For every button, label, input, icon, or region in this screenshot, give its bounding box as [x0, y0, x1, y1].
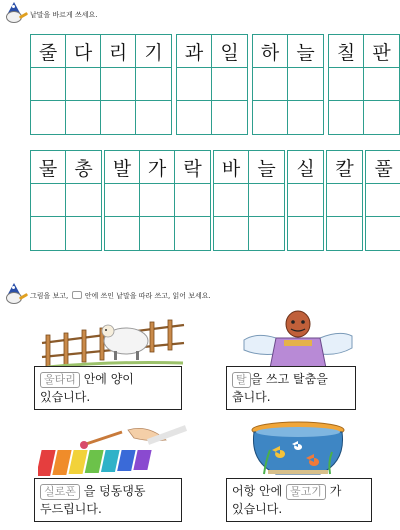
- model-syllable-cell: 발: [105, 151, 140, 184]
- practice-cell[interactable]: [136, 68, 171, 101]
- writing-grid-word: [104, 150, 211, 251]
- model-syllable-cell: 물: [31, 151, 66, 184]
- model-syllable-cell: 총: [66, 151, 101, 184]
- model-syllable-cell: 리: [101, 35, 136, 68]
- caption-text: 가: [325, 484, 342, 498]
- practice-cell[interactable]: [327, 217, 362, 250]
- practice-cell[interactable]: [329, 101, 364, 134]
- caption-text: 어항 안에: [232, 484, 286, 498]
- model-syllable-cell: 다: [66, 35, 101, 68]
- caption-card-1: [34, 366, 182, 410]
- caption-text: 을 쓰고 탈춤을: [250, 372, 328, 386]
- practice-cell[interactable]: [327, 184, 362, 217]
- practice-cell[interactable]: [140, 184, 175, 217]
- practice-cell[interactable]: [31, 184, 66, 217]
- practice-cell[interactable]: [214, 217, 249, 250]
- model-syllable-cell: 실: [288, 151, 323, 184]
- trace-word-box[interactable]: 물고기: [286, 484, 326, 500]
- wizard-mascot-icon: [4, 2, 28, 26]
- practice-cell[interactable]: [288, 68, 323, 101]
- fence-sheep-illustration: [38, 313, 188, 371]
- section2-instruction: [30, 291, 211, 301]
- trace-word-box[interactable]: 탈: [232, 372, 251, 388]
- model-syllable-cell: 과: [177, 35, 212, 68]
- practice-cell[interactable]: [66, 217, 101, 250]
- model-syllable-cell: 락: [175, 151, 210, 184]
- wizard-mascot-icon: [4, 283, 28, 307]
- practice-cell[interactable]: [177, 101, 212, 134]
- writing-grid-word: [176, 34, 248, 135]
- model-syllable-cell: 늘: [249, 151, 284, 184]
- caption-text: 있습니다.: [40, 390, 91, 404]
- writing-grid-word: [326, 150, 363, 251]
- trace-word-box[interactable]: 실로폰: [40, 484, 80, 500]
- caption-text: 있습니다.: [232, 502, 283, 516]
- practice-cell[interactable]: [288, 184, 323, 217]
- practice-cell[interactable]: [105, 184, 140, 217]
- practice-cell[interactable]: [288, 217, 323, 250]
- practice-cell[interactable]: [288, 101, 323, 134]
- model-syllable-cell: 판: [364, 35, 399, 68]
- practice-cell[interactable]: [175, 184, 210, 217]
- practice-cell[interactable]: [364, 101, 399, 134]
- caption-card-4: [226, 478, 372, 522]
- practice-cell[interactable]: [66, 68, 101, 101]
- section1-instruction: 낱말을 바르게 쓰세요.: [30, 11, 98, 19]
- practice-cell[interactable]: [140, 217, 175, 250]
- practice-cell[interactable]: [253, 68, 288, 101]
- xylophone-illustration: [38, 420, 188, 482]
- caption-card-3: [34, 478, 182, 522]
- writing-grid-word: [213, 150, 285, 251]
- model-syllable-cell: 기: [136, 35, 171, 68]
- model-syllable-cell: 풀: [366, 151, 400, 184]
- caption-card-2: [226, 366, 356, 410]
- practice-cell[interactable]: [212, 101, 247, 134]
- writing-grid-word: [30, 150, 102, 251]
- writing-grid-word: [287, 150, 324, 251]
- model-syllable-cell: 바: [214, 151, 249, 184]
- practice-cell[interactable]: [177, 68, 212, 101]
- model-syllable-cell: 하: [253, 35, 288, 68]
- caption-text: 안에 양이: [79, 372, 134, 386]
- model-syllable-cell: 칠: [329, 35, 364, 68]
- practice-cell[interactable]: [31, 101, 66, 134]
- model-syllable-cell: 가: [140, 151, 175, 184]
- practice-cell[interactable]: [214, 184, 249, 217]
- practice-cell[interactable]: [329, 68, 364, 101]
- caption-text: 춥니다.: [232, 390, 271, 404]
- practice-cell[interactable]: [66, 184, 101, 217]
- mask-dancer-illustration: [236, 310, 360, 370]
- practice-cell[interactable]: [249, 217, 284, 250]
- caption-text: 을 덩동댕동: [79, 484, 146, 498]
- practice-cell[interactable]: [175, 217, 210, 250]
- practice-cell[interactable]: [136, 101, 171, 134]
- model-syllable-cell: 늘: [288, 35, 323, 68]
- practice-cell[interactable]: [253, 101, 288, 134]
- practice-cell[interactable]: [31, 68, 66, 101]
- writing-grid-word: [365, 150, 400, 251]
- practice-cell[interactable]: [101, 68, 136, 101]
- practice-cell[interactable]: [31, 217, 66, 250]
- practice-cell[interactable]: [105, 217, 140, 250]
- practice-cell[interactable]: [366, 217, 400, 250]
- writing-grid-word: [328, 34, 400, 135]
- practice-cell[interactable]: [366, 184, 400, 217]
- model-syllable-cell: 칼: [327, 151, 362, 184]
- caption-text: 두드립니다.: [40, 502, 102, 516]
- practice-cell[interactable]: [364, 68, 399, 101]
- instruction-text-before: 그림을 보고,: [30, 292, 69, 300]
- practice-cell[interactable]: [101, 101, 136, 134]
- practice-cell[interactable]: [212, 68, 247, 101]
- practice-cell[interactable]: [249, 184, 284, 217]
- trace-word-box[interactable]: 울타리: [40, 372, 80, 388]
- example-box-icon: [72, 291, 82, 299]
- model-syllable-cell: 줄: [31, 35, 66, 68]
- model-syllable-cell: 일: [212, 35, 247, 68]
- writing-grid-word: [30, 34, 172, 135]
- practice-cell[interactable]: [66, 101, 101, 134]
- writing-grid-word: [252, 34, 324, 135]
- instruction-text-after: 안에 쓰인 낱말을 따라 쓰고, 읽어 보세요.: [84, 292, 211, 300]
- fish-tank-illustration: [246, 420, 350, 478]
